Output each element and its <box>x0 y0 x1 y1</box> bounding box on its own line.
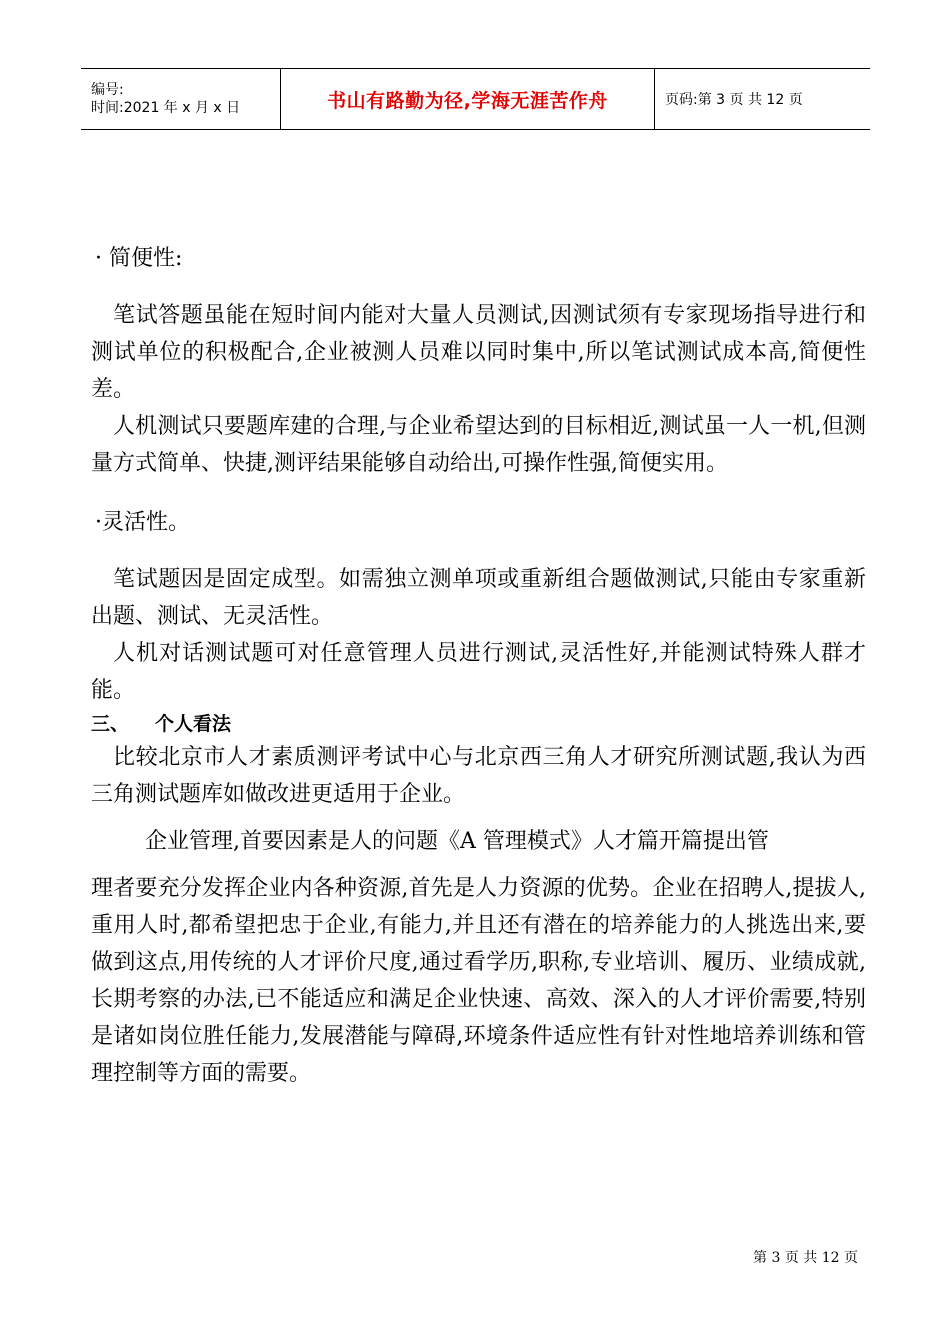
paragraph-management-continued: 理者要充分发挥企业内各种资源,首先是人力资源的优势。企业在招聘人,提拔人,重用人时,都希望把忠于企业,有能力,并且还有潜在的培养能力的人挑选出来,要做到这点,用传统的人才评价尺度,通过看学历,职称,专业培训、履历、业绩成就,长期考察的办法,已不能适应和满足企业快速、高效、深入的人才评价需要,特别是诸如岗位胜任能力,发展潜能与障碍,环境条件适应性有针对性地培养训练和管理控制等方面的需要。 <box>91 876 866 1086</box>
paragraph-management-first-line: 企业管理,首要因素是人的问题《A 管理模式》人才篇开篇提出管 <box>145 829 769 854</box>
document-body <box>91 240 866 1092</box>
paragraph-written-test-flexibility: 笔试题因是固定成型。如需独立测单项或重新组合题做测试,只能由专家重新出题、测试、无灵活性。 <box>91 567 866 629</box>
paragraph-written-test-convenience: 笔试答题虽能在短时间内能对大量人员测试,因测试须有专家现场指导进行和测试单位的积极配合,企业被测人员难以同时集中,所以笔试测试成本高,简便性差。 <box>91 303 866 402</box>
header-page-number: 页码:第 3 页 共 12 页 <box>665 92 803 108</box>
header-middle-cell <box>281 69 655 129</box>
section-title: 个人看法 <box>155 713 232 735</box>
bullet-flexibility: ·灵活性。 <box>95 510 190 535</box>
bullet-convenience: · 简便性: <box>95 246 183 271</box>
header-right-cell <box>655 69 870 129</box>
document-number-label: 编号: <box>91 82 124 98</box>
section-heading-personal-view <box>91 709 866 739</box>
paragraph-computer-test-convenience: 人机测试只要题库建的合理,与企业希望达到的目标相近,测试虽一人一机,但测量方式简单、快捷,测评结果能够自动给出,可操作性强,简便实用。 <box>91 414 866 476</box>
paragraph-computer-test-flexibility: 人机对话测试题可对任意管理人员进行测试,灵活性好,并能测试特殊人群才能。 <box>91 641 866 703</box>
header-left-cell <box>81 69 281 129</box>
paragraph-comparison: 比较北京市人才素质测评考试中心与北京西三角人才研究所测试题,我认为西三角测试题库如做改进更适用于企业。 <box>91 745 866 807</box>
page-header <box>81 68 870 130</box>
section-number: 三、 <box>91 713 130 735</box>
header-motto: 书山有路勤为径,学海无涯苦作舟 <box>327 89 608 112</box>
page-footer-number: 第 3 页 共 12 页 <box>753 1250 858 1266</box>
document-time-label: 时间:2021 年 x 月 x 日 <box>91 100 241 116</box>
